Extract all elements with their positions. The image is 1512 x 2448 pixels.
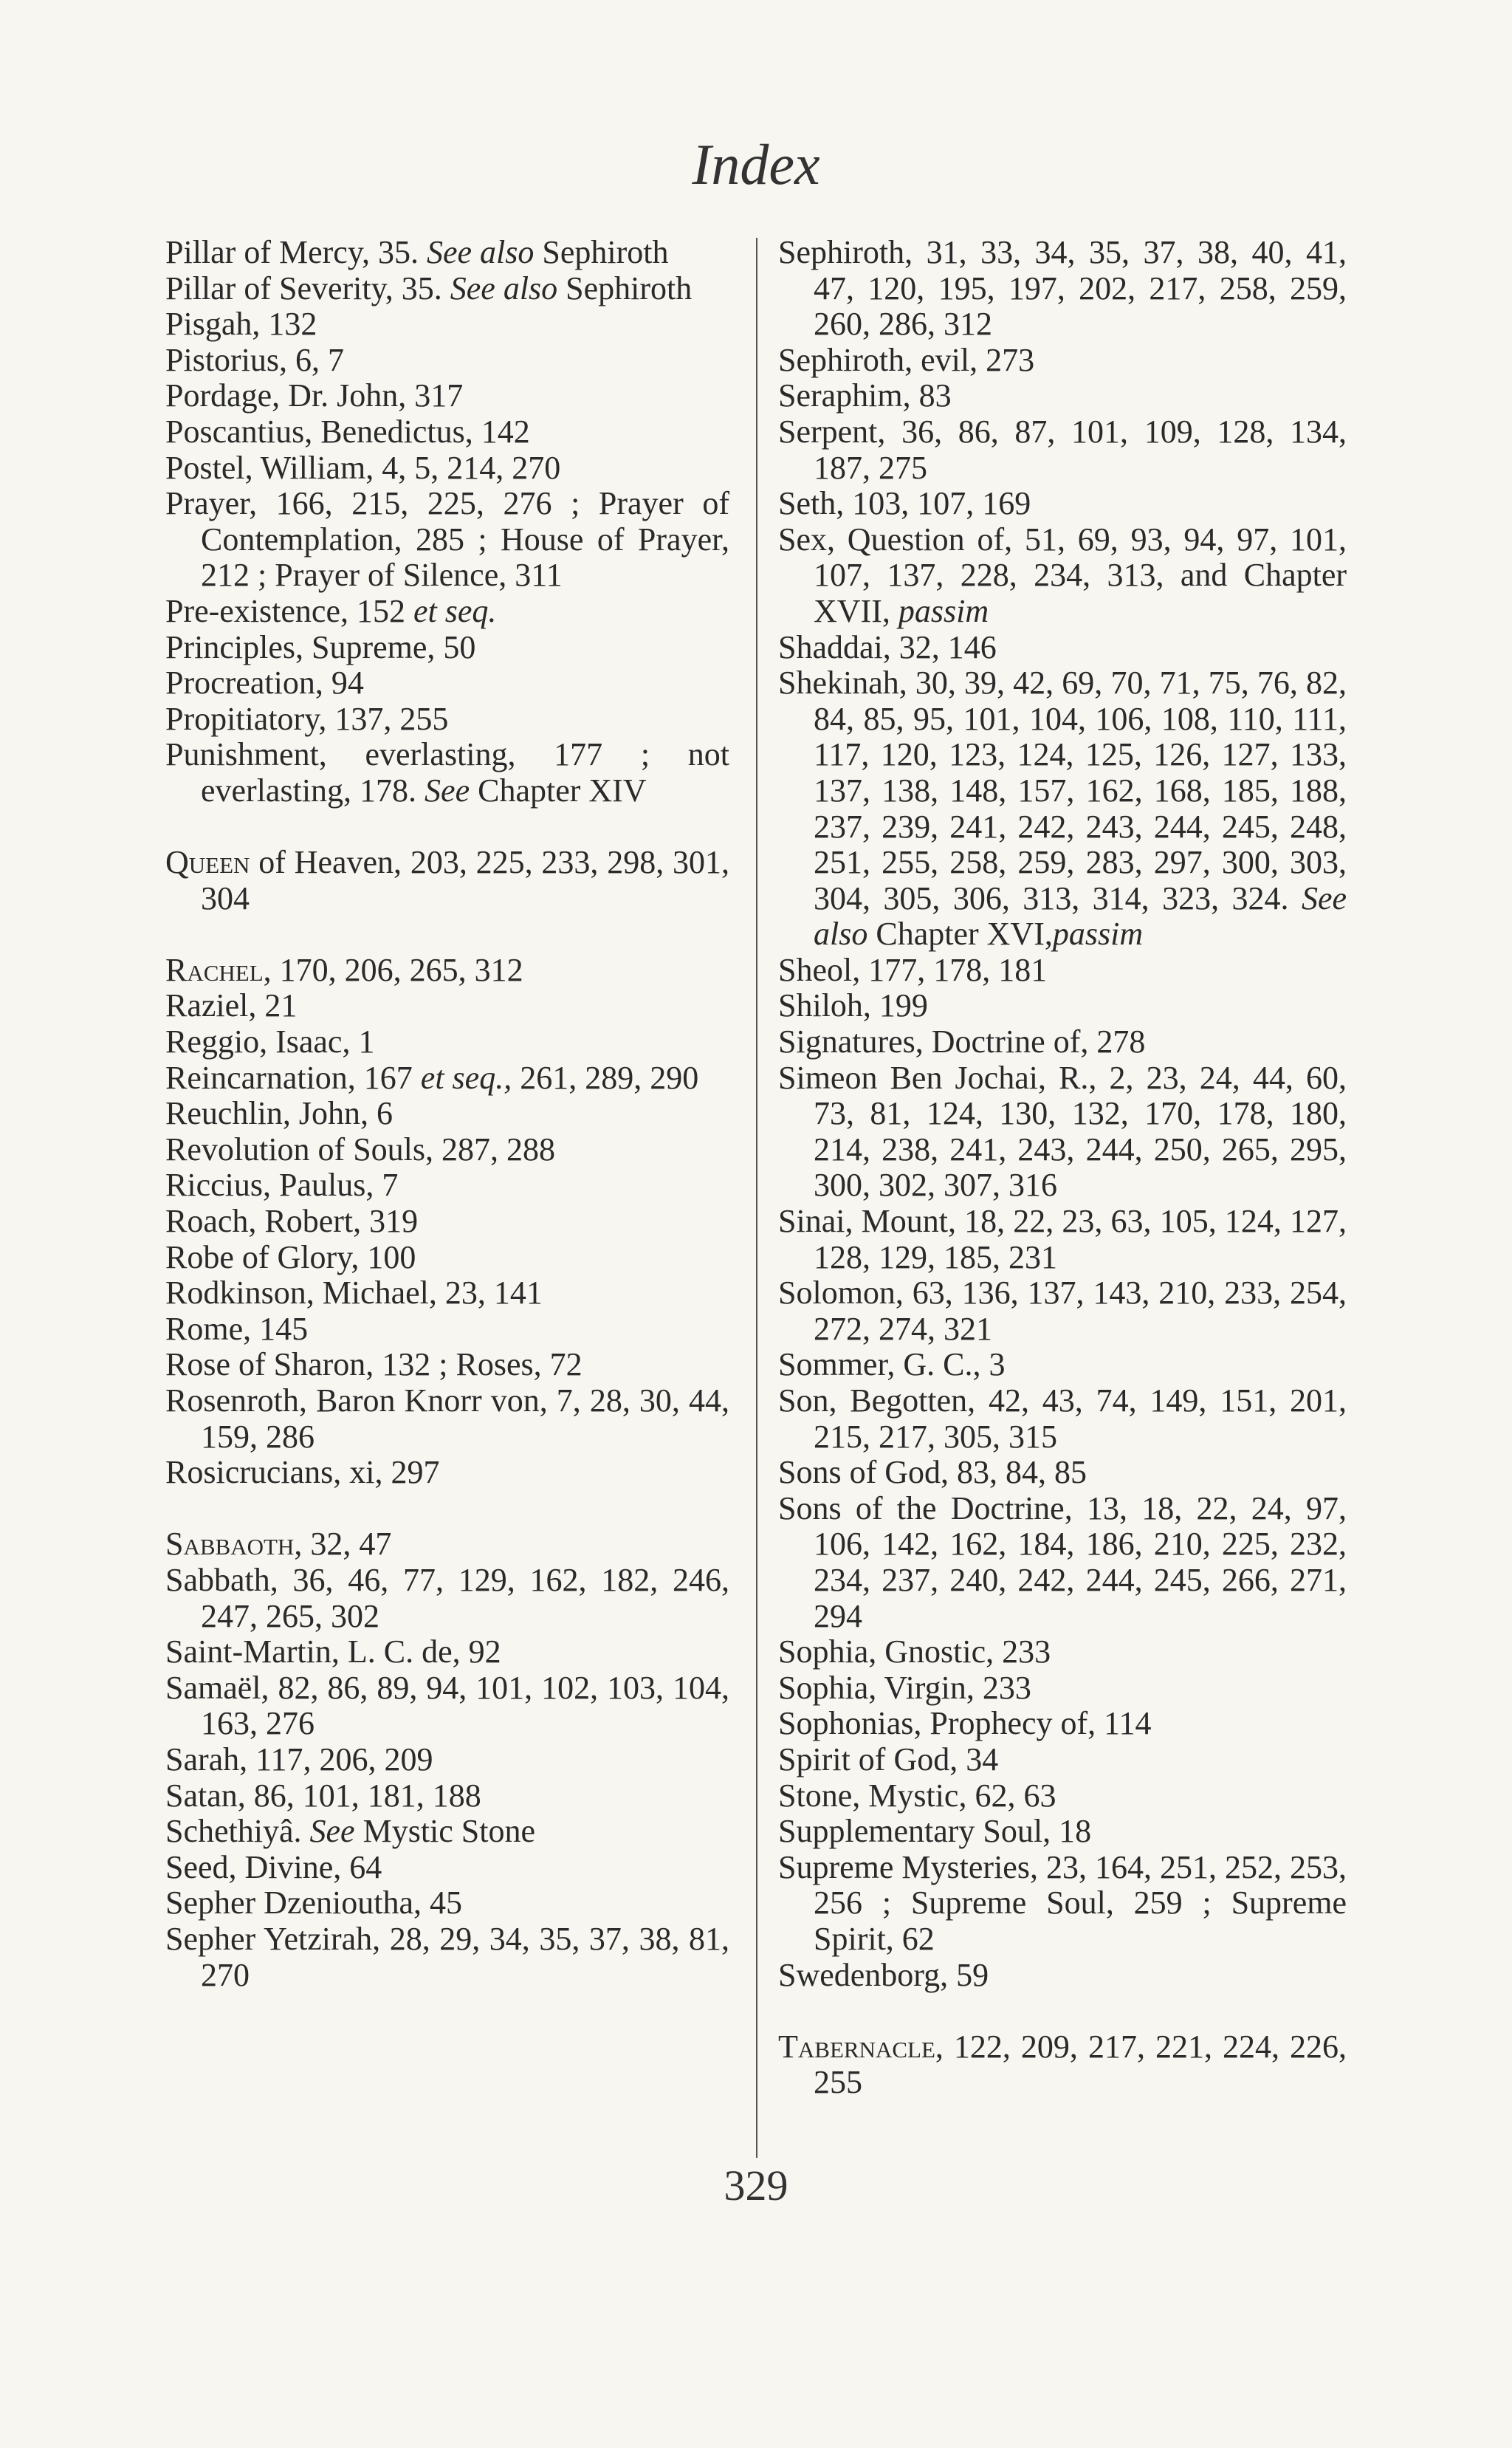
entry-text: Revolution of Souls, 287, 288 <box>165 1131 556 1168</box>
entry-text: Punishment, everlasting, 177 ; not everlasting, 178. <box>165 736 729 809</box>
entry-text: Postel, William, 4, 5, 214, 270 <box>165 449 561 486</box>
index-entry <box>778 953 1347 989</box>
index-entry <box>778 1742 1347 1778</box>
entry-text: Shaddai, 32, 146 <box>778 628 997 665</box>
index-entry <box>165 1921 729 1993</box>
entry-reference-text: Mystic Stone <box>362 1813 536 1850</box>
entry-initial-word: Tabernacle <box>778 2028 935 2065</box>
entry-text: Swedenborg, 59 <box>778 1956 989 1993</box>
entry-initial-word: Queen <box>165 844 250 881</box>
entry-text: Sephiroth, evil, 273 <box>778 341 1035 378</box>
entry-text: Pillar of Mercy, 35. <box>165 234 419 270</box>
entry-text: Shiloh, 199 <box>778 987 928 1024</box>
index-entry <box>165 630 729 666</box>
entry-text: Supreme Mysteries, 23, 164, 251, 252, 253, 256 ; Supreme Soul, 259 ; Supreme Spirit, 62 <box>778 1848 1347 1957</box>
index-entry <box>778 1455 1347 1491</box>
entry-text: Schethiyâ. <box>165 1813 302 1850</box>
entry-text: Pisgah, 132 <box>165 306 317 343</box>
entry-reference-italic: See also <box>814 880 1347 953</box>
entry-text: Rose of Sharon, 132 ; Roses, 72 <box>165 1346 583 1383</box>
entry-text: Pillar of Severity, 35. <box>165 270 442 306</box>
entry-reference-text: Sephiroth <box>566 270 693 306</box>
index-entry <box>778 343 1347 379</box>
index-entry <box>165 1670 729 1742</box>
entry-text: Robe of Glory, 100 <box>165 1238 416 1275</box>
index-entry <box>778 1275 1347 1347</box>
entry-reference-italic: See also <box>450 270 558 306</box>
index-column-right <box>778 235 1347 2101</box>
entry-reference-text: 261, 289, 290 <box>520 1059 699 1096</box>
index-entry <box>165 486 729 594</box>
index-entry <box>778 1347 1347 1383</box>
entry-reference-italic: passim <box>898 592 989 629</box>
index-entry <box>778 1024 1347 1060</box>
index-entry <box>165 1347 729 1383</box>
entry-text: Seed, Divine, 64 <box>165 1848 382 1885</box>
entry-text: Sepher Yetzirah, 28, 29, 34, 35, 37, 38, 81, 270 <box>165 1920 729 1993</box>
entry-initial-word: Rachel <box>165 951 264 988</box>
entry-text: Raziel, 21 <box>165 987 298 1024</box>
index-entry <box>165 1850 729 1886</box>
index-entry <box>165 1312 729 1348</box>
index-entry <box>165 1455 729 1491</box>
index-entry <box>165 988 729 1024</box>
index-entry <box>778 378 1347 414</box>
entry-text: Stone, Mystic, 62, 63 <box>778 1777 1056 1814</box>
page-title: Index <box>692 132 820 196</box>
entry-text: Propitiatory, 137, 255 <box>165 700 449 737</box>
letter-section-gap <box>778 1993 1347 2029</box>
index-entry <box>778 1204 1347 1275</box>
entry-text: Serpent, 36, 86, 87, 101, 109, 128, 134, 187, 275 <box>778 413 1347 486</box>
entry-text: Poscantius, Benedictus, 142 <box>165 413 530 450</box>
entry-text: Pistorius, 6, 7 <box>165 341 345 378</box>
entry-text: of Heaven, 203, 225, 233, 298, 301, 304 <box>201 844 729 916</box>
entry-reference-italic: See also <box>426 234 535 270</box>
index-entry <box>778 630 1347 666</box>
entry-text: Sophia, Virgin, 233 <box>778 1669 1031 1706</box>
entry-text: Seth, 103, 107, 169 <box>778 485 1031 522</box>
entry-text: Son, Begotten, 42, 43, 74, 149, 151, 201, 215, 217, 305, 315 <box>778 1382 1347 1455</box>
entry-text: Spirit of God, 34 <box>778 1741 999 1777</box>
index-entry <box>778 1491 1347 1634</box>
entry-text: Rome, 145 <box>165 1310 309 1347</box>
index-entry <box>165 1814 729 1850</box>
entry-text: Reggio, Isaac, 1 <box>165 1024 375 1060</box>
entry-text: Saint-Martin, L. C. de, 92 <box>165 1633 501 1670</box>
entry-text: Samaël, 82, 86, 89, 94, 101, 102, 103, 104, 163, 276 <box>165 1669 729 1742</box>
entry-text: Satan, 86, 101, 181, 188 <box>165 1777 481 1814</box>
index-entry <box>778 1778 1347 1814</box>
index-entry <box>165 1563 729 1634</box>
index-entry <box>165 1383 729 1455</box>
index-entry <box>165 845 729 916</box>
index-entry <box>778 522 1347 630</box>
entry-text: Reincarnation, 167 <box>165 1059 413 1096</box>
entry-text: Sophia, Gnostic, 233 <box>778 1633 1051 1670</box>
entry-text: Sabbath, 36, 46, 77, 129, 162, 182, 246, 247, 265, 302 <box>165 1561 729 1634</box>
entry-text: Prayer, 166, 215, 225, 276 ; Prayer of Contemplation, 285 ; House of Prayer, 212 ; Prayer of Silence, 311 <box>165 485 729 594</box>
index-entry <box>165 450 729 487</box>
index-entry <box>165 235 729 271</box>
index-column-left <box>165 235 729 1993</box>
entry-text: , 32, 47 <box>294 1526 392 1563</box>
entry-text: Pre-existence, 152 <box>165 592 405 629</box>
index-entry <box>778 1850 1347 1958</box>
index-entry <box>165 737 729 809</box>
index-entry <box>778 1670 1347 1707</box>
entry-text: Sons of the Doctrine, 13, 18, 22, 24, 97, 106, 142, 162, 184, 186, 210, 225, 232, 234, 237, 240, 242, 244, 245, 266, 271, 294 <box>778 1489 1347 1634</box>
entry-reference-italic: See <box>309 1813 355 1850</box>
entry-text: Procreation, 94 <box>165 665 364 702</box>
index-entry <box>165 1634 729 1670</box>
index-entry <box>165 1060 729 1097</box>
index-entry <box>165 343 729 379</box>
entry-text: , 122, 209, 217, 221, 224, 226, 255 <box>814 2028 1347 2101</box>
entry-text: Rosenroth, Baron Knorr von, 7, 28, 30, 44, 159, 286 <box>165 1382 729 1455</box>
index-entry <box>165 702 729 738</box>
index-entry <box>165 306 729 343</box>
index-entry <box>165 953 729 989</box>
entry-text: Supplementary Soul, 18 <box>778 1813 1092 1850</box>
entry-text: Sex, Question of, 51, 69, 93, 94, 97, 101, 107, 137, 228, 234, 313, and Chapter XVII, <box>778 521 1347 629</box>
index-entry <box>778 1383 1347 1455</box>
index-entry <box>778 1814 1347 1850</box>
entry-text: Sons of God, 83, 84, 85 <box>778 1454 1087 1491</box>
entry-text: Reuchlin, John, 6 <box>165 1095 393 1132</box>
entry-text: Riccius, Paulus, 7 <box>165 1167 399 1204</box>
index-entry <box>778 665 1347 953</box>
column-divider <box>756 238 757 2158</box>
index-entry <box>165 1885 729 1921</box>
entry-text: Roach, Robert, 319 <box>165 1203 419 1240</box>
index-entry <box>165 1096 729 1132</box>
entry-text: Sepher Dzenioutha, 45 <box>165 1885 462 1921</box>
entry-reference-text: Chapter XIV <box>478 772 647 809</box>
entry-text: Rodkinson, Michael, 23, 141 <box>165 1275 543 1312</box>
letter-section-gap <box>165 916 729 953</box>
entry-text: Seraphim, 83 <box>778 377 952 414</box>
index-entry <box>165 665 729 702</box>
entry-text: Solomon, 63, 136, 137, 143, 210, 233, 254, 272, 274, 321 <box>778 1275 1347 1347</box>
index-entry <box>165 1526 729 1563</box>
index-entry <box>778 414 1347 486</box>
index-entry <box>165 1742 729 1778</box>
index-entry <box>165 594 729 630</box>
entry-reference-italic: et seq., <box>420 1059 512 1096</box>
entry-reference-italic: See <box>425 772 470 809</box>
entry-reference-text: Sephiroth <box>542 234 669 270</box>
index-entry <box>778 1634 1347 1670</box>
entry-text: Sephiroth, 31, 33, 34, 35, 37, 38, 40, 41, 47, 120, 195, 197, 202, 217, 258, 259, 260, 286, 312 <box>778 234 1347 343</box>
index-entry <box>165 1240 729 1276</box>
index-entry <box>778 486 1347 522</box>
entry-text: Signatures, Doctrine of, 278 <box>778 1024 1146 1060</box>
entry-text: Sarah, 117, 206, 209 <box>165 1741 433 1777</box>
index-entry <box>165 1275 729 1312</box>
entry-reference-italic: et seq. <box>413 592 497 629</box>
index-entry <box>778 1706 1347 1742</box>
index-entry <box>778 2029 1347 2101</box>
entry-text: Sophonias, Prophecy of, 114 <box>778 1705 1152 1742</box>
index-entry <box>165 414 729 450</box>
entry-text: , 170, 206, 265, 312 <box>263 951 523 988</box>
index-entry <box>165 1168 729 1204</box>
index-entry <box>165 378 729 414</box>
entry-text: Sommer, G. C., 3 <box>778 1346 1006 1383</box>
index-entry <box>165 1132 729 1168</box>
entry-text: Principles, Supreme, 50 <box>165 628 476 665</box>
entry-reference-italic: passim <box>1052 916 1144 953</box>
index-entry <box>778 1958 1347 1994</box>
letter-section-gap <box>165 809 729 846</box>
entry-reference-text: Chapter XVI, <box>876 916 1053 953</box>
entry-initial-word: Sabbaoth <box>165 1526 295 1563</box>
index-entry <box>778 988 1347 1024</box>
entry-text: Sinai, Mount, 18, 22, 23, 63, 105, 124, 127, 128, 129, 185, 231 <box>778 1203 1347 1275</box>
letter-section-gap <box>165 1491 729 1527</box>
entry-text: Rosicrucians, xi, 297 <box>165 1454 440 1491</box>
entry-text: Sheol, 177, 178, 181 <box>778 951 1048 988</box>
index-entry <box>165 271 729 307</box>
index-entry <box>778 1060 1347 1204</box>
entry-text: Simeon Ben Jochai, R., 2, 23, 24, 44, 60, 73, 81, 124, 130, 132, 170, 178, 180, 214, 238, 241, 243, 244, 250, 265, 295, 300, 302, 307, 316 <box>778 1059 1347 1204</box>
index-entry <box>165 1778 729 1814</box>
index-entry <box>165 1024 729 1060</box>
index-entry <box>165 1204 729 1240</box>
entry-text: Pordage, Dr. John, 317 <box>165 377 464 414</box>
index-entry <box>778 235 1347 343</box>
entry-text: Shekinah, 30, 39, 42, 69, 70, 71, 75, 76, 82, 84, 85, 95, 101, 104, 106, 108, 110, 111, 117, 120, 123, 124, 125, 126, 127, 133, 137, 138, 148, 157, 162, 168, 185, 188, 237, 239, 241, 242, 243, 244, 245, 248, 251, 255, 258, 259, 283, 297, 300, 303, 304, 305, 306, 313, 314, 323, 324. <box>778 665 1347 916</box>
page-number: 329 <box>724 2161 788 2209</box>
